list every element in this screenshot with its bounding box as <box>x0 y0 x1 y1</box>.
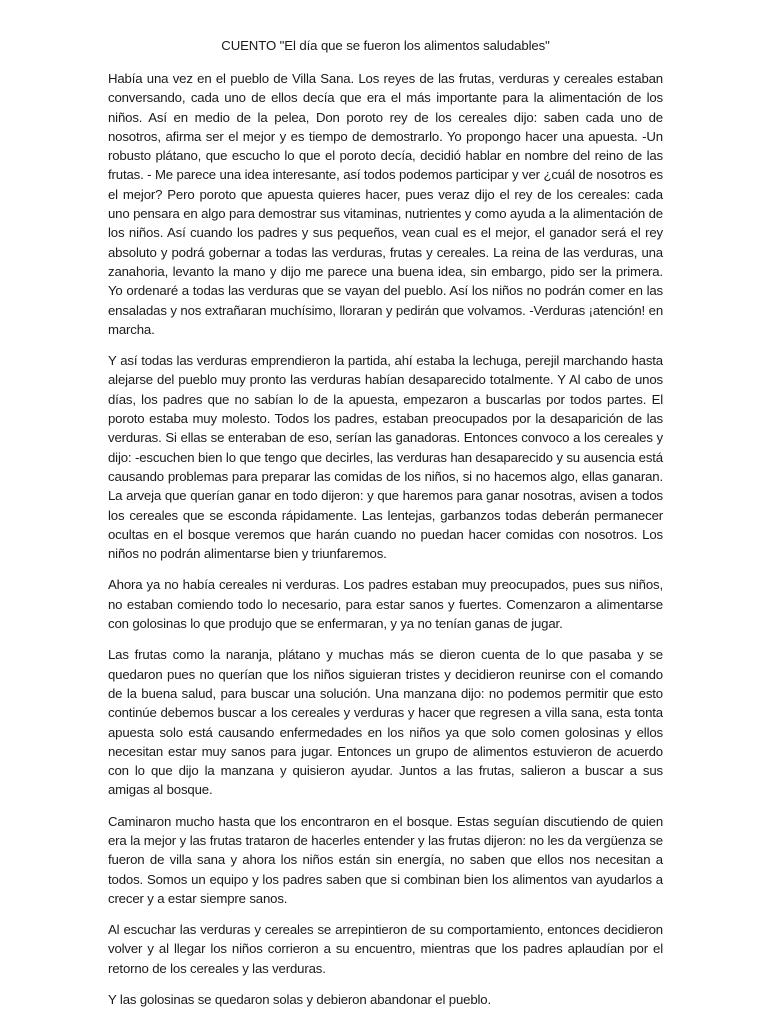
document-page <box>108 36 663 1021</box>
paragraph-1: Había una vez en el pueblo de Villa Sana. Los reyes de las frutas, verduras y cereales estaban conversando, cada uno de ellos decía que era el más importante para la alimentación de los niños. Así en medio de la pelea, Don poroto rey de los cereales dijo: saben cada uno de nosotros, afirma ser el mejor y es tiempo de demostrarlo. Yo propongo hacer una apuesta. -Un robusto plátano, que escucho lo que el poroto decía, decidió hablar en nombre del reino de las frutas. - Me parece una idea interesante, así todos podemos participar y ver ¿cuál de nosotros es el mejor? Pero poroto que apuesta quieres hacer, pues veraz dijo el rey de los cereales: cada uno pensara en algo para demostrar sus vitaminas, nutrientes y como ayuda a la alimentación de los niños. Así cuando los padres y sus pequeños, vean cual es el mejor, el ganador será el rey absoluto y podrá gobernar a todas las verduras, frutas y cereales. La reina de las verduras, una zanahoria, levanto la mano y dijo me parece una buena idea, sin embargo, pido ser la primera. Yo ordenaré a todas las verduras que se vayan del pueblo. Así los niños no podrán comer en las ensaladas y nos extrañaran muchísimo, lloraran y pedirán que volvamos. -Verduras ¡atención! en marcha. <box>108 71 663 337</box>
paragraph-7: Y las golosinas se quedaron solas y debieron abandonar el pueblo. <box>108 992 491 1008</box>
paragraph-5: Caminaron mucho hasta que los encontraron en el bosque. Estas seguían discutiendo de quien era la mejor y las frutas trataron de hacerles entender y las frutas dijeron: no les da vergüenza se fueron de villa sana y ahora los niños están sin energía, no saben que ellos nos necesitan a todos. Somos un equipo y los padres saben que si combinan bien los alimentos van ayudarlos a crecer y a estar siempre sanos. <box>108 813 663 906</box>
paragraph-4: Las frutas como la naranja, plátano y muchas más se dieron cuenta de lo que pasaba y se quedaron pues no querían que los niños siguieran tristes y decidieron reunirse con el comando de la buena salud, para buscar una solución. Una manzana dijo: no podemos permitir que esto continúe debemos buscar a los cereales y verduras y hacer que regresen a villa sana, esta tonta apuesta solo está causando enfermedades en los niños ya que solo comen golosinas y ellos necesitan estar muy sanos para jugar. Entonces un grupo de alimentos estuvieron de acuerdo con lo que dijo la manzana y quisieron ayudar. Juntos a las frutas, salieron a buscar a sus amigas al bosque. <box>108 647 663 798</box>
paragraph-2: Y así todas las verduras emprendieron la partida, ahí estaba la lechuga, perejil marchando hasta alejarse del pueblo muy pronto las verduras habían desaparecido totalmente. Y Al cabo de unos días, los padres que no sabían lo de la apuesta, empezaron a buscarlas por todos partes. El poroto estaba muy molesto. Todos los padres, estaban preocupados por la desaparición de las verduras. Si ellas se enteraban de eso, serían las ganadoras. Entonces convoco a los cereales y dijo: -escuchen bien lo que tengo que decirles, las verduras han desaparecido y su ausencia está causando problemas para preparar las comidas de los niños, si no hacemos algo, ellas ganaran. La arveja que querían ganar en todo dijeron: y que haremos para ganar nosotras, avisen a todos los cereales que se esconda rápidamente. Las lentejas, garbanzos todas deberán permanecer ocultas en el bosque veremos que harán cuando no puedan hacer comidas con nosotros. Los niños no podrán alimentarse bien y triunfaremos. <box>108 353 663 562</box>
paragraph-6: Al escuchar las verduras y cereales se arrepintieron de su comportamiento, entonces decidieron volver y al llegar los niños corrieron a su encuentro, mientras que los padres aplaudían por el retorno de los cereales y las verduras. <box>108 922 663 976</box>
paragraph-3: Ahora ya no había cereales ni verduras. Los padres estaban muy preocupados, pues sus niños, no estaban comiendo todo lo necesario, para estar sanos y fuertes. Comenzaron a alimentarse con golosinas lo que produjo que se enfermaran, y ya no tenían ganas de jugar. <box>108 577 663 632</box>
document-title: CUENTO "El día que se fueron los alimentos saludables" <box>221 38 550 53</box>
